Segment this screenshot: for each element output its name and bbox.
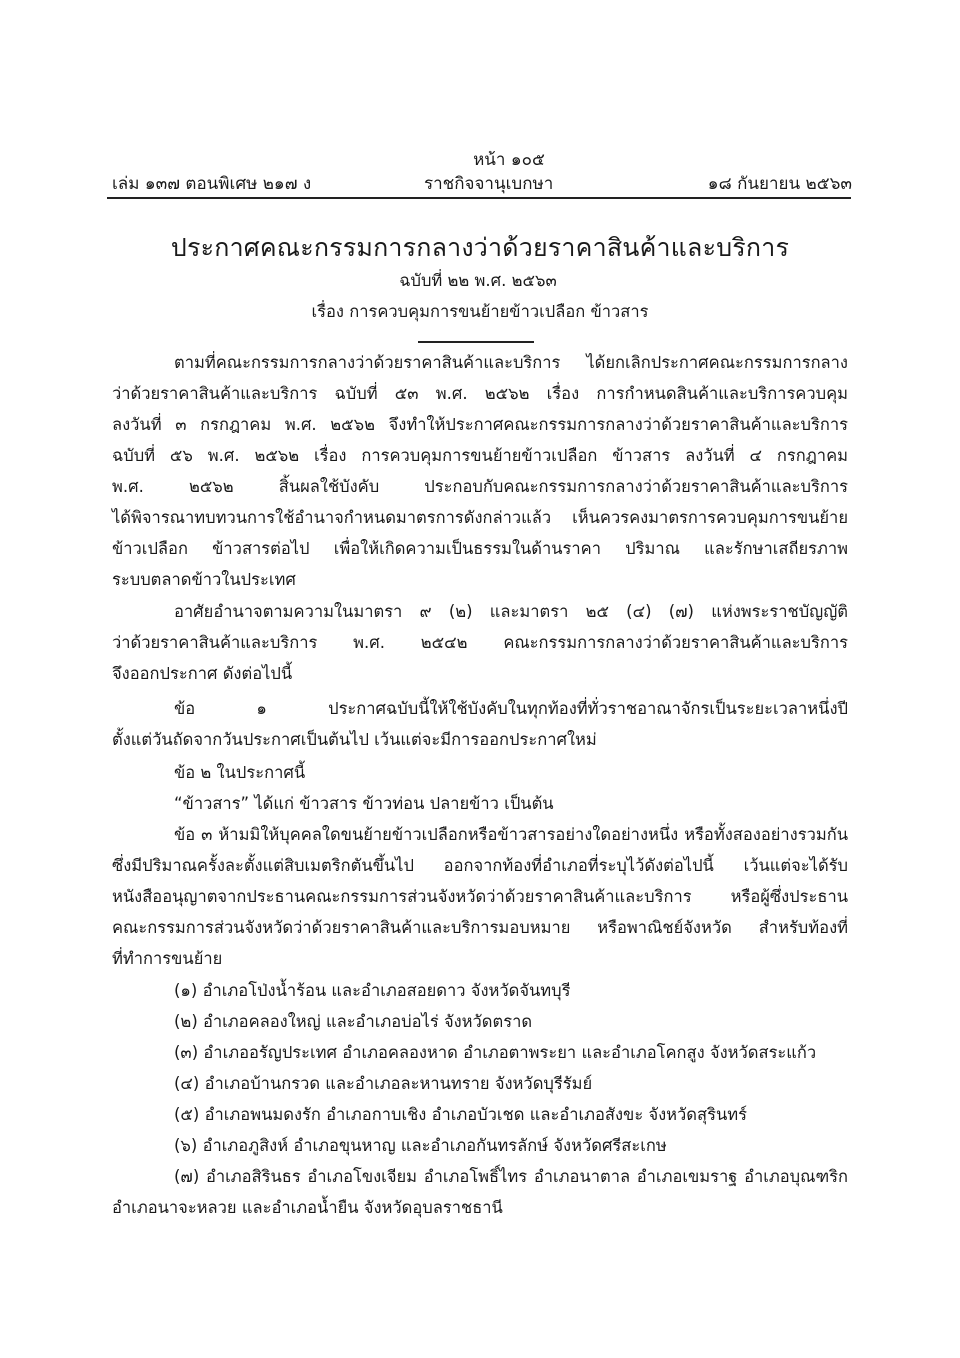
text-line: ตามที่คณะกรรมการกลางว่าด้วยราคาสินค้าและบริการ ได้ยกเลิกประกาศคณะกรรมการกลาง xyxy=(174,353,848,372)
text-line: ข้อ ๒ ในประกาศนี้ xyxy=(174,763,306,782)
page-number: หน้า ๑๐๕ xyxy=(473,150,545,170)
district-item: (๓) อำเภออรัญประเทศ อำเภอคลองหาด อำเภอตาพระยา และอำเภอโคกสูง จังหวัดสระแก้ว xyxy=(174,1043,817,1062)
text-line: ได้พิจารณาทบทวนการใช้อำนาจกำหนดมาตรการดังกล่าวแล้ว เห็นควรคงมาตรการควบคุมการขนย้าย xyxy=(112,508,848,527)
district-item: (๖) อำเภอภูสิงห์ อำเภอขุนหาญ และอำเภอกันทรลักษ์ จังหวัดศรีสะเกษ xyxy=(174,1136,667,1155)
document-title: ประกาศคณะกรรมการกลางว่าด้วยราคาสินค้าและบริการ xyxy=(170,233,790,262)
text-line: ระบบตลาดข้าวในประเทศ xyxy=(112,570,296,589)
volume-info: เล่ม ๑๓๗ ตอนพิเศษ ๒๑๗ ง xyxy=(112,174,312,194)
gazette-name: ราชกิจจานุเบกษา xyxy=(424,174,554,194)
text-line: ว่าด้วยราคาสินค้าและบริการ พ.ศ. ๒๕๔๒ คณะกรรมการกลางว่าด้วยราคาสินค้าและบริการ xyxy=(112,633,848,652)
text-line: ตั้งแต่วันถัดจากวันประกาศเป็นต้นไป เว้นแต่จะมีการออกประกาศใหม่ xyxy=(112,730,597,749)
title-divider xyxy=(418,341,534,343)
gazette-header xyxy=(112,170,852,196)
document-subject: เรื่อง การควบคุมการขนย้ายข้าวเปลือก ข้าวสาร xyxy=(311,302,649,321)
text-line: ว่าด้วยราคาสินค้าและบริการ ฉบับที่ ๕๓ พ.ศ. ๒๕๖๒ เรื่อง การกำหนดสินค้าและบริการควบคุม xyxy=(112,384,848,403)
text-line: พ.ศ. ๒๕๖๒ สิ้นผลใช้บังคับ ประกอบกับคณะกรรมการกลางว่าด้วยราคาสินค้าและบริการ xyxy=(112,477,848,496)
header-divider xyxy=(107,197,851,199)
text-line: หนังสืออนุญาตจากประธานคณะกรรมการส่วนจังหวัดว่าด้วยราคาสินค้าและบริการ หรือผู้ซึ่งประธาน xyxy=(112,887,848,906)
text-line: ลงวันที่ ๓ กรกฎาคม พ.ศ. ๒๕๖๒ จึงทำให้ประกาศคณะกรรมการกลางว่าด้วยราคาสินค้าและบริการ xyxy=(112,415,848,434)
text-line: ข้าวเปลือก ข้าวสารต่อไป เพื่อให้เกิดความเป็นธรรมในด้านราคา ปริมาณ และรักษาเสถียรภาพ xyxy=(112,539,848,558)
text-line: ซึ่งมีปริมาณครั้งละตั้งแต่สิบเมตริกตันขึ้นไป ออกจากท้องที่อำเภอที่ระบุไว้ดังต่อไปนี้ เว้นแต่จะได้รับ xyxy=(112,856,848,875)
district-item: (๑) อำเภอโป่งน้ำร้อน และอำเภอสอยดาว จังหวัดจันทบุรี xyxy=(174,981,571,1000)
text-line: อาศัยอำนาจตามความในมาตรา ๙ (๒) และมาตรา ๒๕ (๔) (๗) แห่งพระราชบัญญัติ xyxy=(174,602,848,621)
text-line: คณะกรรมการส่วนจังหวัดว่าด้วยราคาสินค้าและบริการมอบหมาย หรือพาณิชย์จังหวัด สำหรับท้องที่ xyxy=(112,918,848,937)
text-line: “ข้าวสาร” ได้แก่ ข้าวสาร ข้าวท่อน ปลายข้าว เป็นต้น xyxy=(174,794,554,813)
text-line: จึงออกประกาศ ดังต่อไปนี้ xyxy=(112,664,293,683)
district-item: (๗) อำเภอสิรินธร อำเภอโขงเจียม อำเภอโพธิ์ไทร อำเภอนาตาล อำเภอเขมราฐ อำเภอบุณฑริก xyxy=(174,1167,848,1186)
district-item: (๔) อำเภอบ้านกรวด และอำเภอละหานทราย จังหวัดบุรีรัมย์ xyxy=(174,1074,593,1093)
district-item: (๒) อำเภอคลองใหญ่ และอำเภอบ่อไร่ จังหวัดตราด xyxy=(174,1012,533,1031)
district-item: อำเภอนาจะหลวย และอำเภอน้ำยืน จังหวัดอุบลราชธานี xyxy=(112,1198,503,1217)
document-issue: ฉบับที่ ๒๒ พ.ศ. ๒๕๖๓ xyxy=(399,271,557,290)
text-line: ที่ทำการขนย้าย xyxy=(112,949,223,968)
text-line: ฉบับที่ ๕๖ พ.ศ. ๒๕๖๒ เรื่อง การควบคุมการขนย้ายข้าวเปลือก ข้าวสาร ลงวันที่ ๔ กรกฎาคม xyxy=(112,446,848,465)
publication-date: ๑๘ กันยายน ๒๕๖๓ xyxy=(707,174,852,194)
text-line: ข้อ ๑ ประกาศฉบับนี้ให้ใช้บังคับในทุกท้องที่ทั่วราชอาณาจักรเป็นระยะเวลาหนึ่งปี xyxy=(174,699,848,718)
text-line: ข้อ ๓ ห้ามมิให้บุคคลใดขนย้ายข้าวเปลือกหรือข้าวสารอย่างใดอย่างหนึ่ง หรือทั้งสองอย่างรวมกัน xyxy=(174,825,848,844)
district-item: (๕) อำเภอพนมดงรัก อำเภอกาบเชิง อำเภอบัวเชด และอำเภอสังขะ จังหวัดสุรินทร์ xyxy=(174,1105,747,1124)
